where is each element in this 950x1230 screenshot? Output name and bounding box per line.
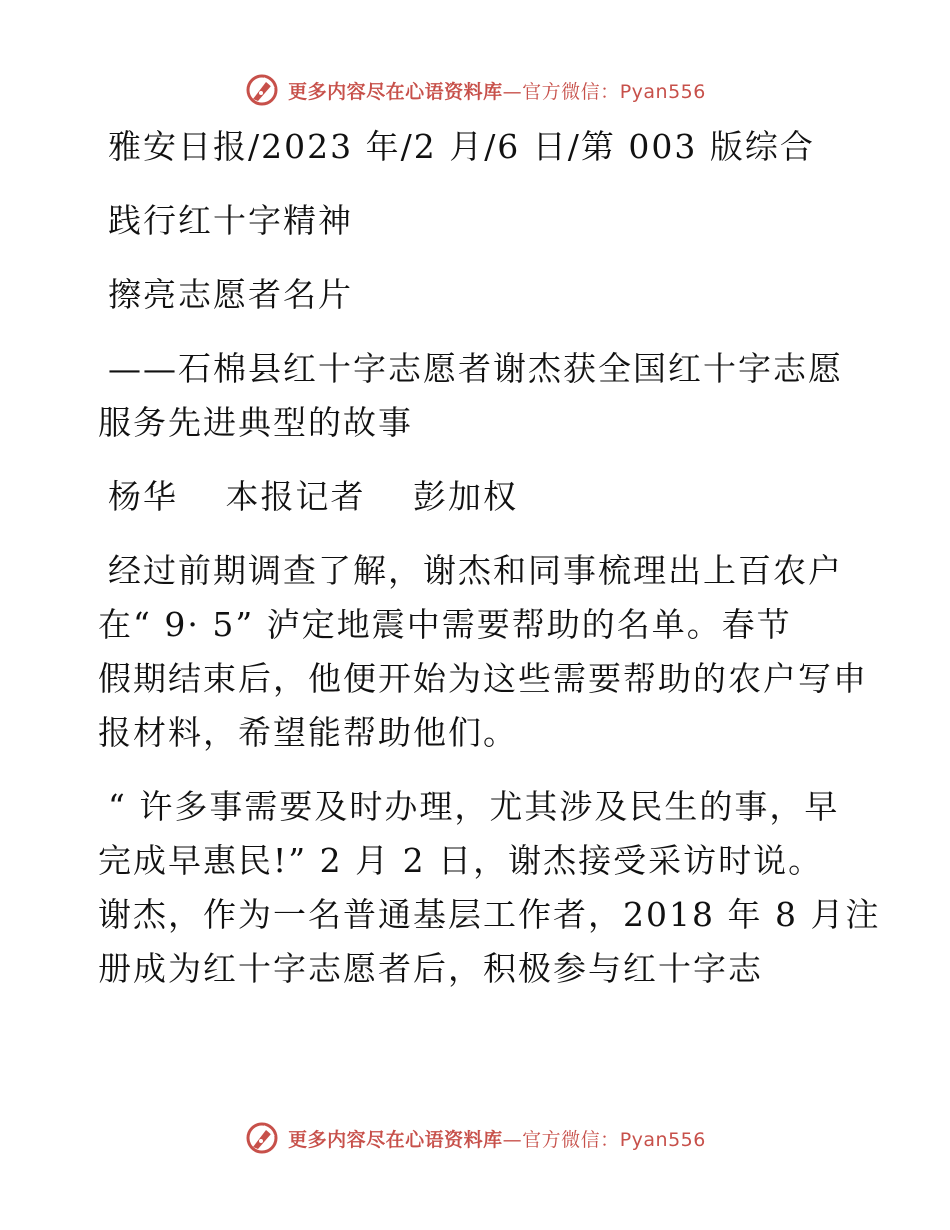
banner-wechat-id: Pyan556	[619, 80, 706, 103]
banner-separator: —	[502, 1128, 523, 1151]
footer-watermark-banner	[0, 1118, 950, 1158]
banner-wechat-label: 官方微信：	[522, 1128, 620, 1151]
banner-main-text: 更多内容尽在心语资料库	[288, 1128, 503, 1151]
banner-main-text: 更多内容尽在心语资料库	[288, 80, 503, 103]
paragraph-2-line: 册成为红十字志愿者后，积极参与红十字志	[98, 949, 763, 988]
paragraph-2-line: 谢杰，作为一名普通基层工作者，2018 年 8 月注	[98, 895, 881, 934]
banner-wechat-id: Pyan556	[619, 1128, 706, 1151]
article-authors: 杨华 本报记者 彭加权	[108, 477, 518, 516]
banner-separator: —	[502, 80, 523, 103]
header-watermark-banner	[0, 70, 950, 110]
paragraph-1-line: 假期结束后，他便开始为这些需要帮助的农户写申	[98, 659, 868, 698]
paragraph-1-line: 经过前期调查了解，谢杰和同事梳理出上百农户	[108, 551, 843, 590]
paragraph-2-line: “ 许多事需要及时办理，尤其涉及民生的事，早	[108, 787, 840, 826]
banner-wechat-label: 官方微信：	[522, 80, 620, 103]
paragraph-1	[98, 544, 868, 760]
paragraph-1-line: 在“ 9· 5” 泸定地震中需要帮助的名单。春节	[98, 605, 792, 644]
pen-nib-logo-icon	[244, 72, 280, 108]
paragraph-2	[98, 780, 881, 996]
article-subtitle-line-2: 服务先进典型的故事	[98, 403, 413, 442]
article-title-line-1: 践行红十字精神	[108, 201, 353, 240]
paragraph-2-line: 完成早惠民!” 2 月 2 日，谢杰接受采访时说。	[98, 841, 824, 880]
dateline: 雅安日报/2023 年/2 月/6 日/第 003 版综合	[108, 127, 815, 166]
paragraph-1-line: 报材料，希望能帮助他们。	[98, 713, 518, 752]
article-title-line-2: 擦亮志愿者名片	[108, 275, 353, 314]
pen-nib-logo-icon	[244, 1120, 280, 1156]
article-body	[98, 120, 881, 996]
article-subtitle-line-1: ——石棉县红十字志愿者谢杰获全国红十字志愿	[108, 349, 843, 388]
